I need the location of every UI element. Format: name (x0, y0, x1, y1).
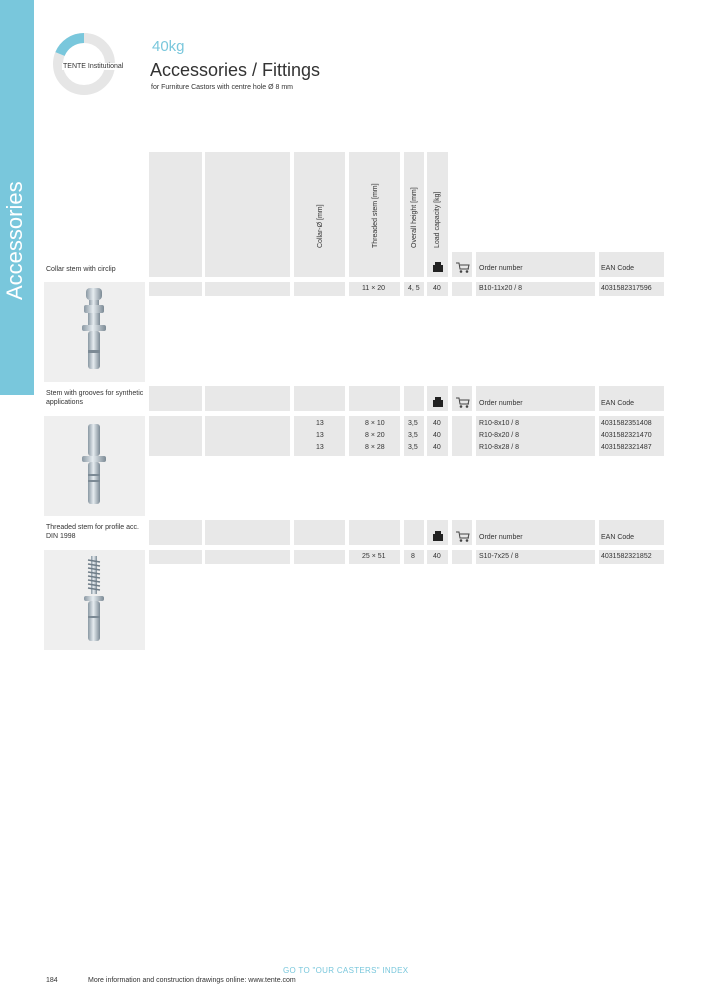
collar-value: 13 (316, 432, 324, 439)
order-number: R10-8x10 / 8 (479, 420, 520, 427)
load-value: 40 (433, 432, 441, 439)
column-header-collar: Collar-Ø [mm] (317, 204, 324, 248)
header-cell-thread (349, 252, 400, 277)
thread-value: 11 × 20 (362, 285, 386, 292)
column-header-order: Order number (479, 400, 523, 407)
column-header-height: Overall height [mm] (411, 187, 418, 248)
header-cell-collar (294, 252, 345, 277)
height-value: 8 (411, 553, 415, 560)
header-cell-height (404, 520, 424, 545)
header-cell-collar (294, 520, 345, 545)
column-header-order: Order number (479, 534, 523, 541)
column-header-load: Load capacity [kg] (434, 191, 441, 248)
ean-code: 4031582317596 (601, 285, 652, 292)
order-number: R10-8x28 / 8 (479, 444, 520, 451)
thread-value: 8 × 28 (365, 444, 385, 451)
header-cell-blank-2 (205, 520, 290, 545)
header-cell-blank-2 (205, 386, 290, 411)
header-cell-ean (599, 386, 664, 411)
header-cell-blank-1 (149, 386, 202, 411)
row-cell-blank-2 (205, 550, 290, 564)
header-cell-blank-1 (149, 252, 202, 277)
weight-icon (433, 531, 443, 541)
section-label: Collar stem with circlip (46, 266, 116, 273)
header-cell-order (476, 386, 595, 411)
header-cell-height (404, 386, 424, 411)
height-value: 3,5 (408, 432, 418, 439)
casters-index-link[interactable]: GO TO "OUR CASTERS" INDEX (283, 966, 409, 975)
header-cell-thread (349, 386, 400, 411)
row-cell-collar (294, 282, 345, 296)
height-value: 3,5 (408, 420, 418, 427)
load-value: 40 (433, 285, 441, 292)
header-cell-blank-1 (149, 520, 202, 545)
load-value: 40 (433, 444, 441, 451)
header-cell-blank-2 (205, 252, 290, 277)
thread-value: 8 × 20 (365, 432, 385, 439)
collar-value: 13 (316, 420, 324, 427)
order-number: R10-8x20 / 8 (479, 432, 520, 439)
ean-code: 4031582321487 (601, 444, 652, 451)
order-number: B10-11x20 / 8 (479, 285, 523, 292)
ean-code: 4031582351408 (601, 420, 652, 427)
product-photo-grooved-stem (44, 416, 145, 516)
row-cell-blank-1 (149, 416, 202, 456)
sidebar-tab (0, 0, 34, 395)
collar-stem-image (44, 282, 145, 382)
row-cell-collar (294, 550, 345, 564)
height-value: 4, 5 (408, 285, 420, 292)
header-cell-height (404, 252, 424, 277)
weight-icon (433, 262, 443, 272)
column-header-thread: Threaded stem [mm] (372, 183, 379, 248)
sidebar-label: Accessories (2, 181, 27, 300)
trolley-icon (455, 530, 471, 542)
column-header-ean: EAN Code (601, 534, 635, 541)
column-header-ean: EAN Code (601, 400, 635, 407)
ean-code: 4031582321852 (601, 553, 652, 560)
section-label: Threaded stem for profile acc. DIN 1998 (46, 524, 139, 540)
trolley-icon (455, 396, 471, 408)
row-cell-blank-1 (149, 282, 202, 296)
row-cell-blank-2 (205, 416, 290, 456)
ean-code: 4031582321470 (601, 432, 652, 439)
page-subtitle: for Furniture Castors with centre hole Ø 8 mm (151, 84, 293, 91)
threaded-stem-image (44, 550, 145, 650)
order-number: S10-7x25 / 8 (479, 553, 519, 560)
thread-value: 25 × 51 (362, 553, 386, 560)
column-header-ean: EAN Code (601, 265, 635, 272)
row-cell-icon (452, 550, 472, 564)
height-value: 3,5 (408, 444, 418, 451)
footer-note: More information and construction drawings online: www.tente.com (88, 977, 296, 984)
load-value: 40 (433, 420, 441, 427)
row-cell-icon (452, 416, 472, 456)
trolley-icon (455, 261, 471, 273)
header-cell-order (476, 520, 595, 545)
header-cell-collar (294, 386, 345, 411)
header-cell-thread (349, 520, 400, 545)
row-cell-blank-1 (149, 550, 202, 564)
grooved-stem-image (44, 416, 145, 516)
product-photo-collar-stem (44, 282, 145, 382)
section-label: Stem with grooves for synthetic applications (46, 390, 144, 406)
product-photo-threaded-stem (44, 550, 145, 650)
weight-icon (433, 397, 443, 407)
thread-value: 8 × 10 (365, 420, 385, 427)
page-title: Accessories / Fittings (150, 60, 321, 80)
header-cell-ean (599, 520, 664, 545)
row-cell-blank-2 (205, 282, 290, 296)
load-value: 40 (433, 553, 441, 560)
collar-value: 13 (316, 444, 324, 451)
page-number: 184 (46, 977, 58, 984)
brand-name: TENTE Institutional (63, 63, 124, 70)
column-header-order: Order number (479, 265, 523, 272)
load-class-heading: 40kg (152, 38, 185, 55)
row-cell-icon (452, 282, 472, 296)
